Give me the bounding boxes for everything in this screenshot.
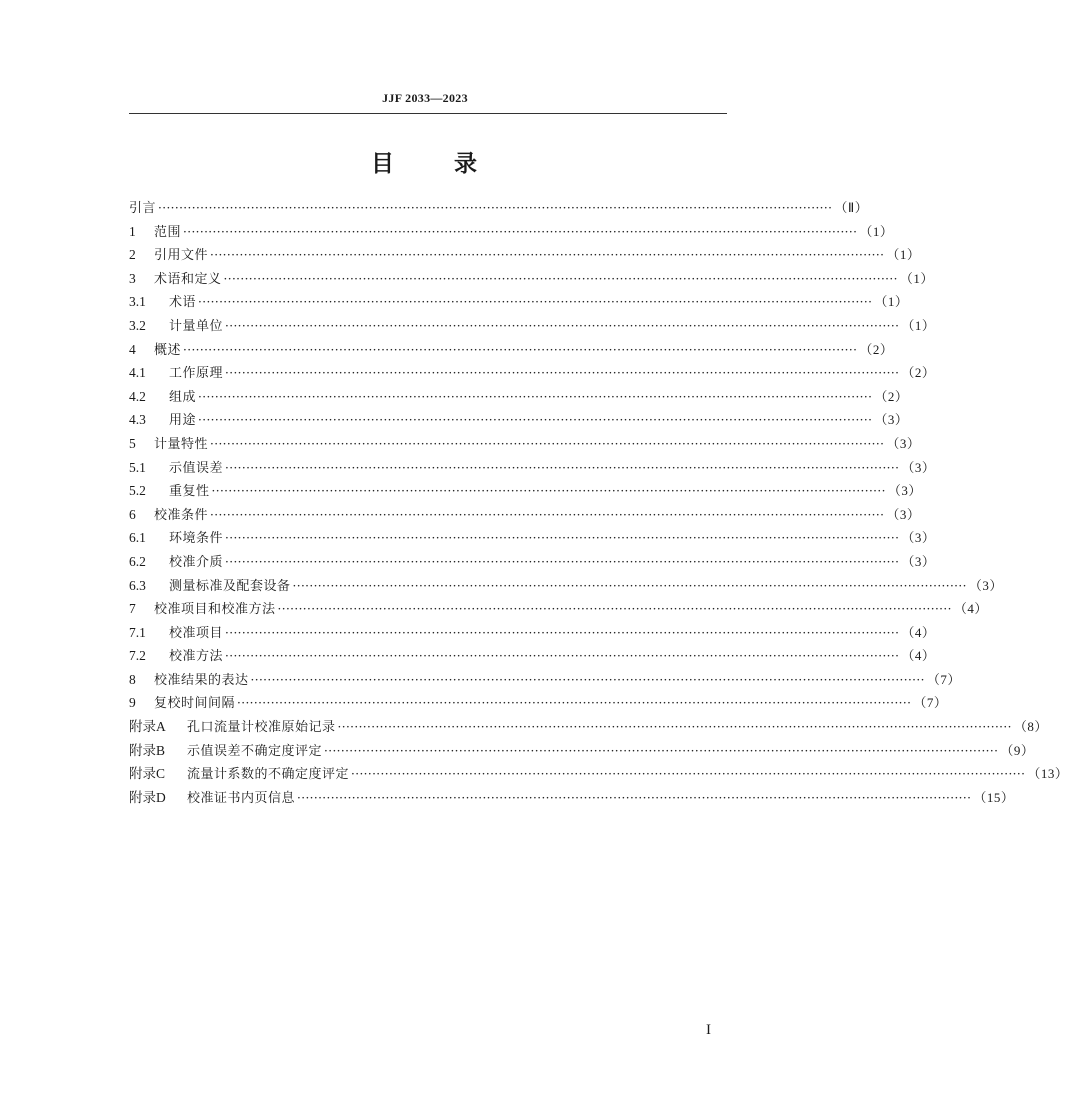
toc-entry[interactable] xyxy=(129,597,988,621)
toc-entry[interactable] xyxy=(129,196,869,220)
toc-entry[interactable] xyxy=(129,574,1003,598)
toc-entry[interactable] xyxy=(129,786,1015,810)
toc-entry-title: 范围 xyxy=(154,224,182,240)
toc-entry[interactable] xyxy=(129,526,936,550)
toc-entry[interactable] xyxy=(129,691,948,715)
toc-entry-number: 6 xyxy=(129,506,136,522)
title-char-1: 目 xyxy=(371,151,396,177)
toc-entry-page: （1） xyxy=(901,317,936,333)
toc-entry-page: （3） xyxy=(887,483,922,499)
toc-entry-page: （3） xyxy=(886,435,921,451)
toc-entry[interactable] xyxy=(129,361,936,385)
toc-entry-page: （15） xyxy=(973,789,1015,805)
table-of-contents xyxy=(129,196,1068,809)
toc-entry-title: 组成 xyxy=(169,389,197,405)
toc-entry-title: 工作原理 xyxy=(169,366,224,382)
toc-entry-page: （3） xyxy=(886,506,921,522)
toc-entry-number: 8 xyxy=(129,671,136,687)
toc-entry[interactable] xyxy=(129,621,936,645)
toc-dot-leader: ································································································································································ xyxy=(277,602,952,617)
toc-entry-number: 6.1 xyxy=(129,530,146,546)
toc-entry[interactable] xyxy=(129,314,936,338)
toc-entry-title: 校准结果的表达 xyxy=(154,672,249,688)
toc-dot-leader: ································································································································································ xyxy=(210,248,885,263)
toc-entry-title: 流量计系数的不确定度评定 xyxy=(187,767,350,783)
toc-entry-number: 7 xyxy=(129,601,136,617)
toc-entry[interactable] xyxy=(129,243,921,267)
toc-dot-leader: ································································································································································ xyxy=(225,649,900,664)
toc-entry-number: 4.2 xyxy=(129,388,146,404)
toc-entry-page: （1） xyxy=(859,223,894,239)
toc-entry[interactable] xyxy=(129,290,909,314)
toc-dot-leader: ································································································································································ xyxy=(292,578,967,593)
toc-entry-page: （3） xyxy=(901,530,936,546)
toc-entry-page: （4） xyxy=(901,624,936,640)
toc-dot-leader: ································································································································································ xyxy=(183,224,858,239)
toc-entry-title: 校准条件 xyxy=(154,507,209,523)
toc-entry-number: 附录A xyxy=(129,719,166,735)
toc-entry-number: 附录B xyxy=(129,742,166,758)
toc-entry-number: 6.2 xyxy=(129,553,146,569)
toc-entry[interactable] xyxy=(129,220,894,244)
toc-entry-page: （8） xyxy=(1013,719,1048,735)
toc-entry-page: （3） xyxy=(874,412,909,428)
toc-dot-leader: ································································································································································ xyxy=(337,720,1012,735)
toc-dot-leader: ································································································································································ xyxy=(225,531,900,546)
toc-dot-leader: ································································································································································ xyxy=(297,790,972,805)
toc-entry-page: （13） xyxy=(1027,766,1068,782)
toc-entry-page: （2） xyxy=(901,365,936,381)
toc-dot-leader: ································································································································································ xyxy=(198,413,873,428)
toc-entry[interactable] xyxy=(129,762,1068,786)
toc-entry-number: 7.1 xyxy=(129,624,146,640)
toc-entry-title: 复校时间间隔 xyxy=(154,696,236,712)
toc-entry[interactable] xyxy=(129,668,961,692)
toc-entry[interactable] xyxy=(129,338,894,362)
toc-entry-title: 示值误差 xyxy=(169,460,224,476)
toc-entry-number: 9 xyxy=(129,695,136,711)
toc-entry-number: 附录D xyxy=(129,789,166,805)
toc-entry-title: 孔口流量计校准原始记录 xyxy=(187,720,336,736)
toc-entry-number: 3.2 xyxy=(129,317,146,333)
toc-entry-number: 6.3 xyxy=(129,577,146,593)
toc-dot-leader: ································································································································································ xyxy=(225,366,900,381)
toc-entry-page: （2） xyxy=(874,388,909,404)
toc-entry-page: （4） xyxy=(901,648,936,664)
toc-entry-number: 7.2 xyxy=(129,648,146,664)
toc-entry-number: 5.2 xyxy=(129,483,146,499)
toc-dot-leader: ································································································································································ xyxy=(210,436,885,451)
toc-entry-title: 用途 xyxy=(169,413,197,429)
toc-dot-leader: ································································································································································ xyxy=(158,201,833,215)
toc-entry-title: 环境条件 xyxy=(169,531,224,547)
toc-entry-title: 测量标准及配套设备 xyxy=(169,578,291,594)
toc-entry-page: （1） xyxy=(899,270,934,286)
toc-dot-leader: ································································································································································ xyxy=(210,507,885,522)
toc-dot-leader: ································································································································································ xyxy=(250,672,925,687)
toc-entry[interactable] xyxy=(129,432,921,456)
toc-dot-leader: ································································································································································ xyxy=(198,295,873,310)
toc-entry[interactable] xyxy=(129,385,909,409)
toc-entry-title: 概述 xyxy=(154,342,182,358)
toc-entry-number: 3.1 xyxy=(129,294,146,310)
toc-entry-page: （3） xyxy=(968,577,1003,593)
toc-entry-title: 引用文件 xyxy=(154,248,209,264)
toc-entry-page: （3） xyxy=(901,459,936,475)
toc-entry-number: 5.1 xyxy=(129,459,146,475)
toc-entry-title: 校准项目和校准方法 xyxy=(154,602,276,618)
toc-entry-number: 附录C xyxy=(129,766,166,782)
page-title xyxy=(0,145,850,178)
toc-entry-page: （Ⅱ） xyxy=(834,200,869,215)
toc-entry-page: （3） xyxy=(901,553,936,569)
toc-entry-title: 计量单位 xyxy=(169,318,224,334)
toc-dot-leader: ································································································································································ xyxy=(223,271,898,286)
title-char-2: 录 xyxy=(454,151,479,177)
toc-entry[interactable] xyxy=(129,408,909,432)
toc-entry-title: 示值误差不确定度评定 xyxy=(187,743,323,759)
toc-entry-number: 1 xyxy=(129,223,136,239)
toc-entry-page: （1） xyxy=(874,294,909,310)
document-header-code: JJF 2033—2023 xyxy=(382,91,468,105)
toc-entry-number: 3 xyxy=(129,270,136,286)
toc-dot-leader: ································································································································································ xyxy=(225,460,900,475)
toc-entry-number: 4 xyxy=(129,341,136,357)
toc-entry-page: （7） xyxy=(913,695,948,711)
toc-dot-leader: ································································································································································ xyxy=(324,743,999,758)
toc-entry[interactable] xyxy=(129,479,922,503)
toc-entry-page: （2） xyxy=(859,341,894,357)
toc-entry[interactable] xyxy=(129,503,921,527)
toc-entry-title: 校准项目 xyxy=(169,625,224,641)
toc-entry[interactable] xyxy=(129,456,936,480)
toc-entry[interactable] xyxy=(129,267,934,291)
toc-dot-leader: ································································································································································ xyxy=(211,484,886,499)
toc-entry[interactable] xyxy=(129,715,1048,739)
page-number: I xyxy=(706,1022,711,1038)
toc-entry-number: 4.3 xyxy=(129,412,146,428)
toc-entry-number: 4.1 xyxy=(129,365,146,381)
toc-entry-title: 术语和定义 xyxy=(154,271,222,287)
toc-dot-leader: ································································································································································ xyxy=(225,554,900,569)
toc-entry-page: （4） xyxy=(953,601,988,617)
toc-entry[interactable] xyxy=(129,550,936,574)
toc-entry-page: （9） xyxy=(1000,742,1035,758)
toc-entry-page: （7） xyxy=(926,671,961,687)
toc-dot-leader: ································································································································································ xyxy=(351,767,1026,782)
toc-dot-leader: ································································································································································ xyxy=(225,625,900,640)
toc-entry-page: （1） xyxy=(886,247,921,263)
toc-dot-leader: ································································································································································ xyxy=(198,389,873,404)
toc-dot-leader: ································································································································································ xyxy=(183,342,858,357)
toc-entry-title: 校准介质 xyxy=(169,554,224,570)
toc-dot-leader: ································································································································································ xyxy=(225,318,900,333)
toc-entry-title: 重复性 xyxy=(169,484,210,500)
toc-entry-number: 2 xyxy=(129,247,136,263)
toc-entry-number: 5 xyxy=(129,435,136,451)
toc-entry-title: 校准证书内页信息 xyxy=(187,790,296,806)
toc-entry[interactable] xyxy=(129,644,936,668)
header-divider xyxy=(129,113,727,114)
toc-entry-title: 校准方法 xyxy=(169,649,224,665)
toc-entry[interactable] xyxy=(129,739,1035,763)
toc-dot-leader: ································································································································································ xyxy=(237,696,912,711)
toc-entry-title: 引言 xyxy=(129,201,157,216)
toc-entry-title: 计量特性 xyxy=(154,436,209,452)
toc-entry-title: 术语 xyxy=(169,295,197,311)
